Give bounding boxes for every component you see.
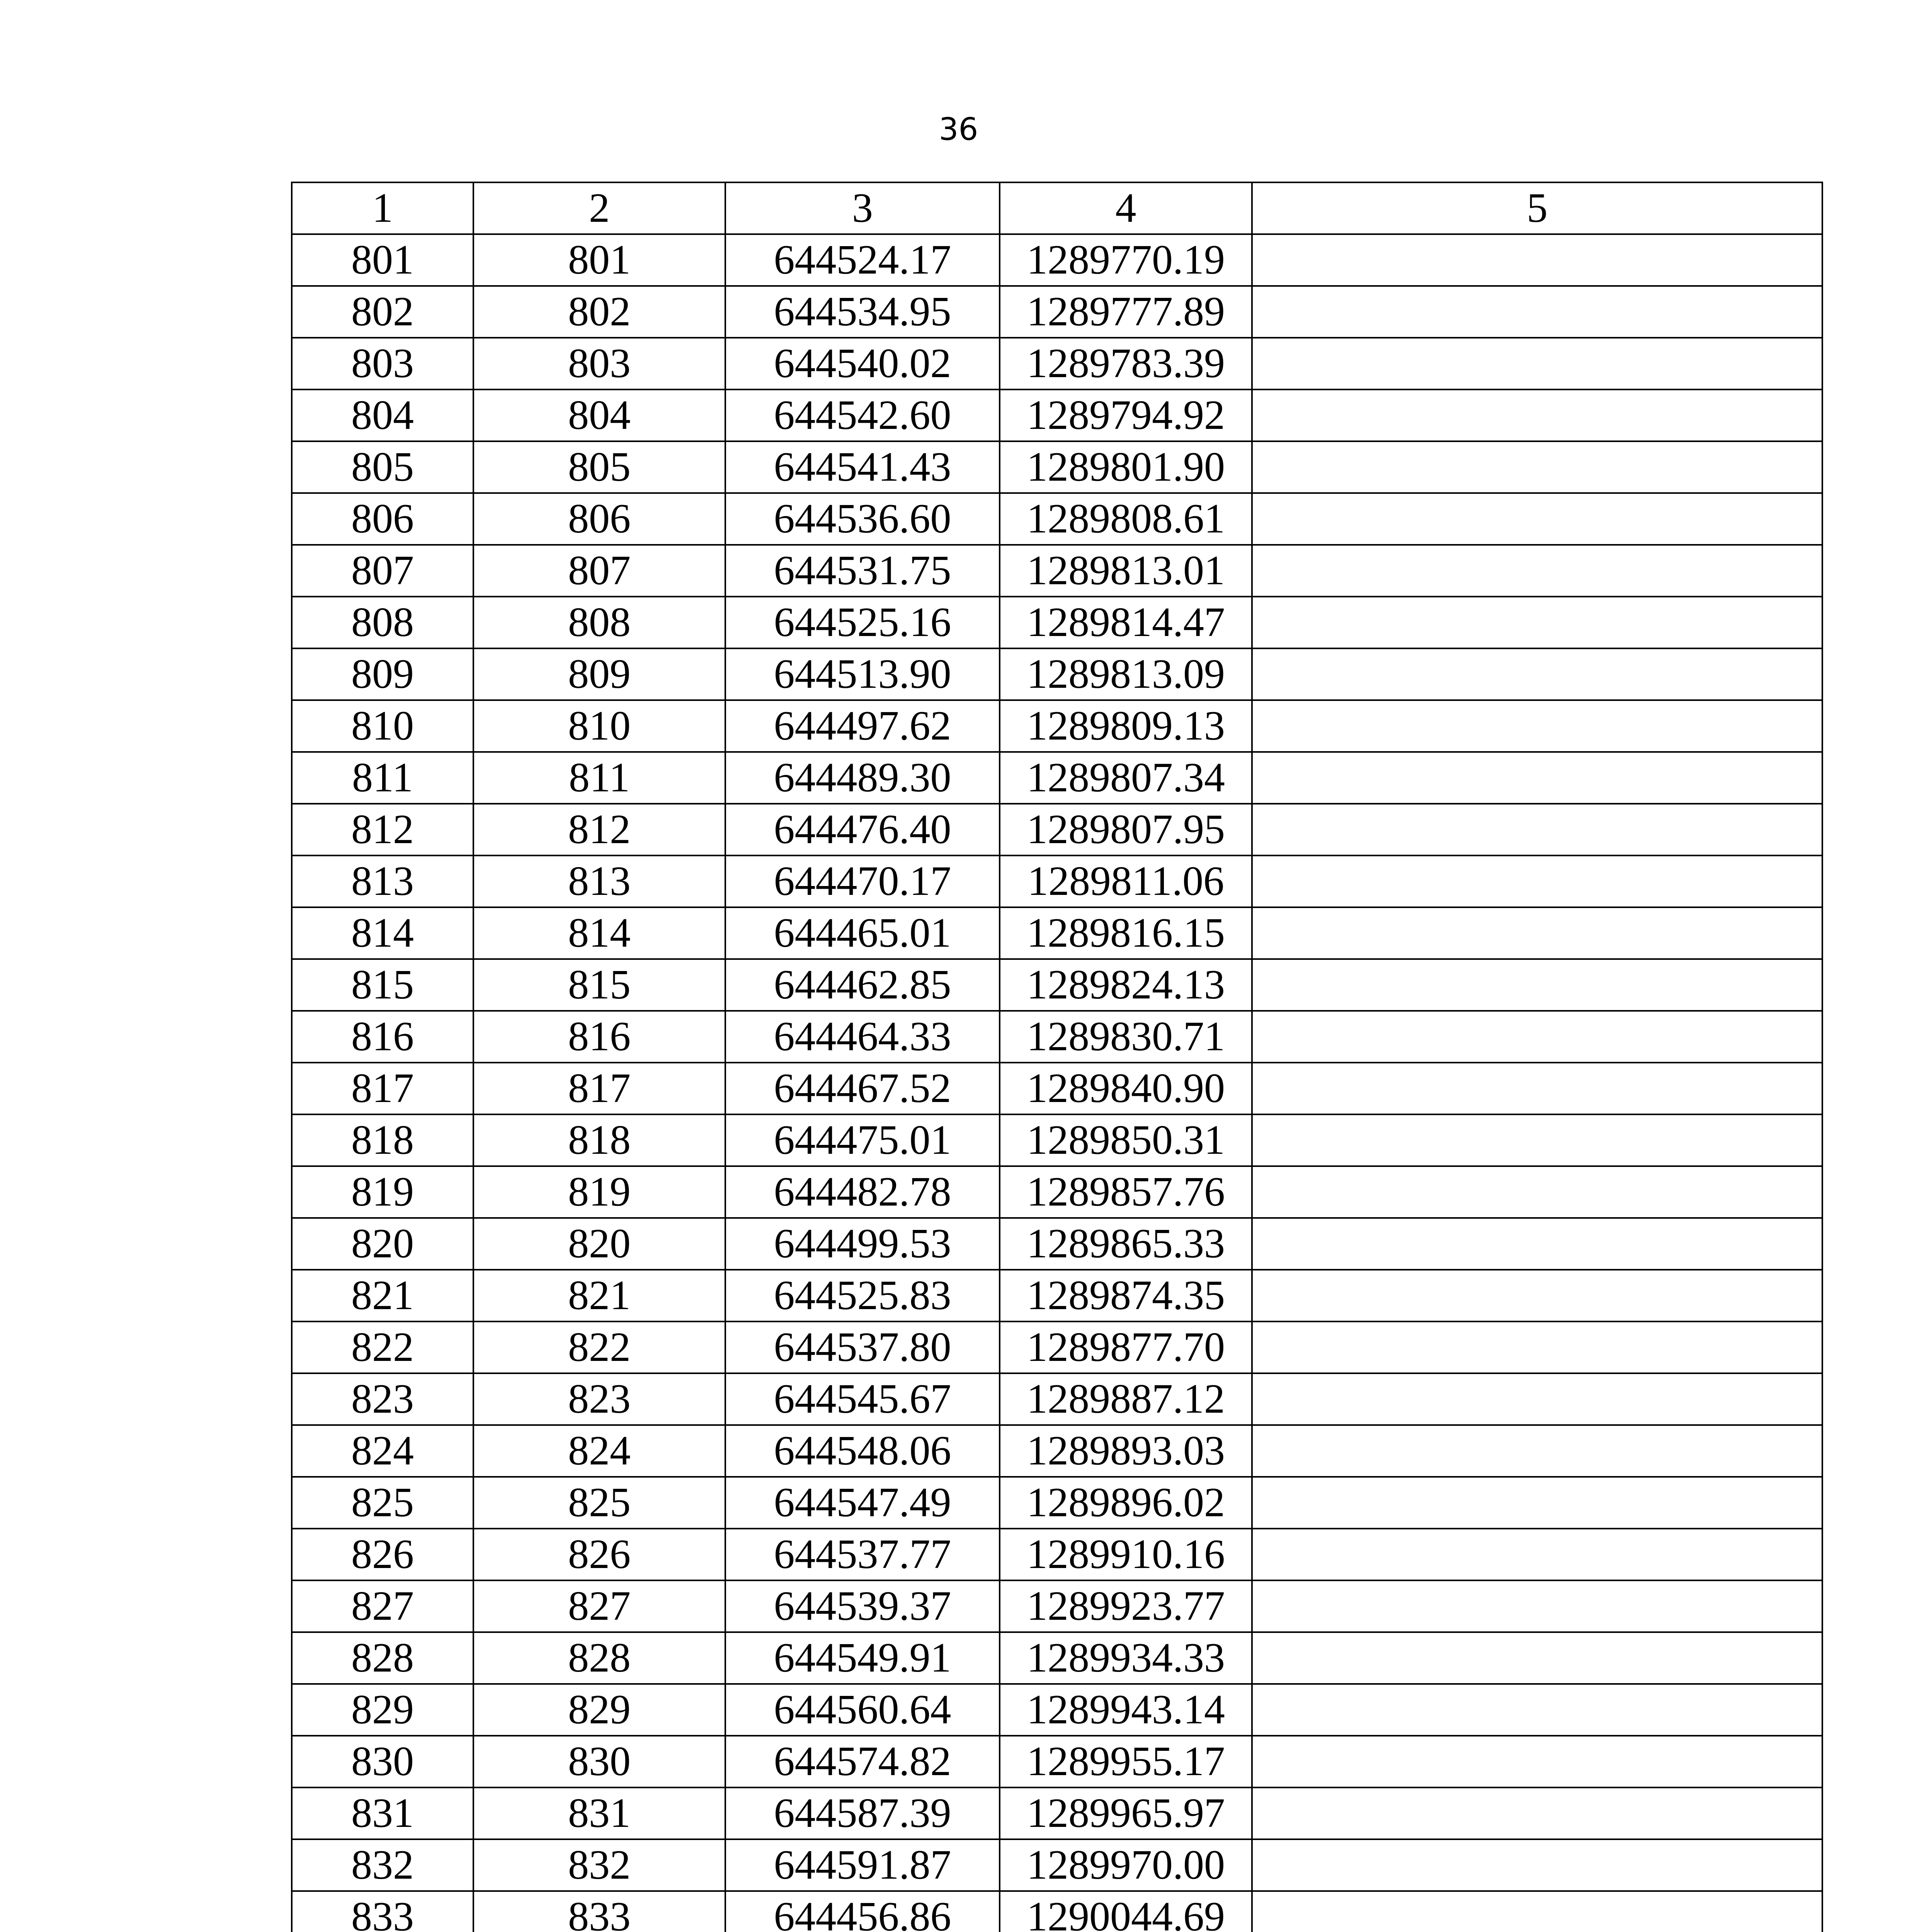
cell-col-4: 1290044.69	[1000, 1891, 1252, 1932]
cell-col-4: 1289807.34	[1000, 752, 1252, 804]
cell-col-2: 813	[473, 855, 725, 907]
cell-col-5	[1252, 1580, 1822, 1632]
cell-col-2: 829	[473, 1684, 725, 1736]
table-row	[292, 1063, 1822, 1114]
cell-col-1: 810	[292, 700, 473, 752]
cell-col-5	[1252, 907, 1822, 959]
table-row	[292, 1580, 1822, 1632]
cell-col-5	[1252, 389, 1822, 441]
cell-col-3: 644539.37	[725, 1580, 1000, 1632]
cell-col-3: 644489.30	[725, 752, 1000, 804]
cell-col-1: 830	[292, 1736, 473, 1787]
cell-col-5	[1252, 234, 1822, 286]
cell-col-1: 809	[292, 648, 473, 700]
cell-col-4: 1289934.33	[1000, 1632, 1252, 1684]
cell-col-3: 644541.43	[725, 441, 1000, 493]
cell-col-5	[1252, 700, 1822, 752]
cell-col-4: 1289955.17	[1000, 1736, 1252, 1787]
cell-col-2: 808	[473, 597, 725, 648]
cell-col-1: 825	[292, 1477, 473, 1529]
cell-col-3: 644537.80	[725, 1321, 1000, 1373]
table-row	[292, 338, 1822, 389]
table-row	[292, 1632, 1822, 1684]
table-row	[292, 752, 1822, 804]
table-row	[292, 597, 1822, 648]
cell-col-2: 828	[473, 1632, 725, 1684]
cell-col-3: 644524.17	[725, 234, 1000, 286]
cell-col-4: 1289813.09	[1000, 648, 1252, 700]
cell-col-2: 806	[473, 493, 725, 545]
cell-col-4: 1289824.13	[1000, 959, 1252, 1011]
cell-col-5	[1252, 1684, 1822, 1736]
cell-col-1: 831	[292, 1787, 473, 1839]
header-row	[292, 182, 1822, 234]
cell-col-5	[1252, 1787, 1822, 1839]
cell-col-2: 812	[473, 804, 725, 855]
cell-col-2: 814	[473, 907, 725, 959]
cell-col-1: 805	[292, 441, 473, 493]
cell-col-4: 1289811.06	[1000, 855, 1252, 907]
cell-col-1: 816	[292, 1011, 473, 1063]
cell-col-5	[1252, 1529, 1822, 1580]
cell-col-3: 644462.85	[725, 959, 1000, 1011]
cell-col-2: 831	[473, 1787, 725, 1839]
cell-col-1: 803	[292, 338, 473, 389]
cell-col-2: 830	[473, 1736, 725, 1787]
cell-col-3: 644560.64	[725, 1684, 1000, 1736]
header-cell-col-5: 5	[1252, 182, 1822, 234]
table-row	[292, 1736, 1822, 1787]
cell-col-5	[1252, 1632, 1822, 1684]
header-cell-col-4: 4	[1000, 182, 1252, 234]
cell-col-5	[1252, 1166, 1822, 1218]
page-number: 36	[939, 111, 978, 147]
cell-col-5	[1252, 855, 1822, 907]
cell-col-1: 815	[292, 959, 473, 1011]
cell-col-5	[1252, 959, 1822, 1011]
cell-col-4: 1289813.01	[1000, 545, 1252, 597]
cell-col-3: 644525.16	[725, 597, 1000, 648]
cell-col-3: 644499.53	[725, 1218, 1000, 1270]
cell-col-4: 1289807.95	[1000, 804, 1252, 855]
table-row	[292, 286, 1822, 338]
cell-col-4: 1289896.02	[1000, 1477, 1252, 1529]
table-row	[292, 855, 1822, 907]
cell-col-3: 644465.01	[725, 907, 1000, 959]
table-row	[292, 1477, 1822, 1529]
cell-col-2: 801	[473, 234, 725, 286]
cell-col-4: 1289965.97	[1000, 1787, 1252, 1839]
cell-col-3: 644476.40	[725, 804, 1000, 855]
cell-col-1: 808	[292, 597, 473, 648]
cell-col-2: 819	[473, 1166, 725, 1218]
cell-col-3: 644545.67	[725, 1373, 1000, 1425]
cell-col-5	[1252, 1218, 1822, 1270]
cell-col-3: 644513.90	[725, 648, 1000, 700]
cell-col-1: 818	[292, 1114, 473, 1166]
cell-col-4: 1289893.03	[1000, 1425, 1252, 1477]
cell-col-2: 825	[473, 1477, 725, 1529]
cell-col-3: 644456.86	[725, 1891, 1000, 1932]
cell-col-5	[1252, 1063, 1822, 1114]
cell-col-5	[1252, 1477, 1822, 1529]
cell-col-5	[1252, 1736, 1822, 1787]
cell-col-2: 826	[473, 1529, 725, 1580]
cell-col-5	[1252, 286, 1822, 338]
table-row	[292, 1839, 1822, 1891]
cell-col-4: 1289923.77	[1000, 1580, 1252, 1632]
table-row	[292, 1321, 1822, 1373]
cell-col-2: 804	[473, 389, 725, 441]
cell-col-1: 812	[292, 804, 473, 855]
cell-col-3: 644464.33	[725, 1011, 1000, 1063]
cell-col-2: 815	[473, 959, 725, 1011]
cell-col-1: 823	[292, 1373, 473, 1425]
table-row	[292, 1011, 1822, 1063]
cell-col-1: 822	[292, 1321, 473, 1373]
cell-col-3: 644531.75	[725, 545, 1000, 597]
cell-col-2: 817	[473, 1063, 725, 1114]
cell-col-2: 821	[473, 1270, 725, 1321]
cell-col-3: 644534.95	[725, 286, 1000, 338]
cell-col-3: 644470.17	[725, 855, 1000, 907]
cell-col-1: 833	[292, 1891, 473, 1932]
cell-col-2: 820	[473, 1218, 725, 1270]
cell-col-1: 817	[292, 1063, 473, 1114]
cell-col-3: 644542.60	[725, 389, 1000, 441]
header-cell-col-1: 1	[292, 182, 473, 234]
cell-col-2: 805	[473, 441, 725, 493]
table-row	[292, 907, 1822, 959]
cell-col-4: 1289830.71	[1000, 1011, 1252, 1063]
cell-col-5	[1252, 597, 1822, 648]
cell-col-5	[1252, 1839, 1822, 1891]
cell-col-4: 1289794.92	[1000, 389, 1252, 441]
table-row	[292, 959, 1822, 1011]
table-row	[292, 1891, 1822, 1932]
cell-col-5	[1252, 441, 1822, 493]
cell-col-4: 1289970.00	[1000, 1839, 1252, 1891]
table-row	[292, 648, 1822, 700]
cell-col-4: 1289874.35	[1000, 1270, 1252, 1321]
cell-col-5	[1252, 1011, 1822, 1063]
cell-col-4: 1289777.89	[1000, 286, 1252, 338]
cell-col-2: 818	[473, 1114, 725, 1166]
cell-col-4: 1289840.90	[1000, 1063, 1252, 1114]
cell-col-4: 1289910.16	[1000, 1529, 1252, 1580]
cell-col-4: 1289857.76	[1000, 1166, 1252, 1218]
cell-col-1: 802	[292, 286, 473, 338]
header-cell-col-2: 2	[473, 182, 725, 234]
cell-col-2: 816	[473, 1011, 725, 1063]
table-row	[292, 1373, 1822, 1425]
cell-col-1: 828	[292, 1632, 473, 1684]
cell-col-5	[1252, 545, 1822, 597]
cell-col-1: 824	[292, 1425, 473, 1477]
cell-col-1: 832	[292, 1839, 473, 1891]
table-row	[292, 1529, 1822, 1580]
cell-col-3: 644525.83	[725, 1270, 1000, 1321]
table-row	[292, 1218, 1822, 1270]
cell-col-3: 644536.60	[725, 493, 1000, 545]
cell-col-4: 1289877.70	[1000, 1321, 1252, 1373]
cell-col-3: 644540.02	[725, 338, 1000, 389]
cell-col-5	[1252, 804, 1822, 855]
cell-col-3: 644482.78	[725, 1166, 1000, 1218]
cell-col-5	[1252, 1321, 1822, 1373]
cell-col-1: 801	[292, 234, 473, 286]
cell-col-4: 1289943.14	[1000, 1684, 1252, 1736]
cell-col-1: 819	[292, 1166, 473, 1218]
cell-col-1: 826	[292, 1529, 473, 1580]
coordinates-table	[291, 182, 1823, 1932]
cell-col-4: 1289865.33	[1000, 1218, 1252, 1270]
table-row	[292, 441, 1822, 493]
cell-col-1: 811	[292, 752, 473, 804]
cell-col-1: 814	[292, 907, 473, 959]
cell-col-2: 807	[473, 545, 725, 597]
cell-col-3: 644467.52	[725, 1063, 1000, 1114]
cell-col-1: 813	[292, 855, 473, 907]
cell-col-3: 644547.49	[725, 1477, 1000, 1529]
table-row	[292, 804, 1822, 855]
cell-col-3: 644549.91	[725, 1632, 1000, 1684]
cell-col-2: 823	[473, 1373, 725, 1425]
cell-col-1: 821	[292, 1270, 473, 1321]
cell-col-2: 803	[473, 338, 725, 389]
cell-col-4: 1289850.31	[1000, 1114, 1252, 1166]
table-body	[292, 182, 1822, 1932]
cell-col-4: 1289814.47	[1000, 597, 1252, 648]
cell-col-1: 827	[292, 1580, 473, 1632]
cell-col-4: 1289770.19	[1000, 234, 1252, 286]
cell-col-4: 1289801.90	[1000, 441, 1252, 493]
cell-col-4: 1289808.61	[1000, 493, 1252, 545]
cell-col-2: 832	[473, 1839, 725, 1891]
cell-col-5	[1252, 648, 1822, 700]
cell-col-2: 822	[473, 1321, 725, 1373]
cell-col-1: 806	[292, 493, 473, 545]
cell-col-3: 644537.77	[725, 1529, 1000, 1580]
cell-col-5	[1252, 1425, 1822, 1477]
cell-col-5	[1252, 1373, 1822, 1425]
cell-col-1: 804	[292, 389, 473, 441]
table-row	[292, 389, 1822, 441]
table-row	[292, 1684, 1822, 1736]
table-row	[292, 493, 1822, 545]
cell-col-3: 644574.82	[725, 1736, 1000, 1787]
cell-col-1: 807	[292, 545, 473, 597]
cell-col-3: 644587.39	[725, 1787, 1000, 1839]
cell-col-2: 809	[473, 648, 725, 700]
table-row	[292, 1114, 1822, 1166]
cell-col-5	[1252, 1891, 1822, 1932]
table-row	[292, 1425, 1822, 1477]
table-row	[292, 700, 1822, 752]
cell-col-2: 824	[473, 1425, 725, 1477]
cell-col-2: 827	[473, 1580, 725, 1632]
cell-col-3: 644591.87	[725, 1839, 1000, 1891]
cell-col-4: 1289887.12	[1000, 1373, 1252, 1425]
table-row	[292, 545, 1822, 597]
cell-col-4: 1289809.13	[1000, 700, 1252, 752]
cell-col-2: 802	[473, 286, 725, 338]
cell-col-5	[1252, 1270, 1822, 1321]
cell-col-1: 820	[292, 1218, 473, 1270]
table-row	[292, 1166, 1822, 1218]
table-row	[292, 1270, 1822, 1321]
cell-col-3: 644497.62	[725, 700, 1000, 752]
table-row	[292, 1787, 1822, 1839]
header-cell-col-3: 3	[725, 182, 1000, 234]
cell-col-5	[1252, 493, 1822, 545]
cell-col-2: 811	[473, 752, 725, 804]
cell-col-2: 810	[473, 700, 725, 752]
cell-col-4: 1289783.39	[1000, 338, 1252, 389]
cell-col-5	[1252, 752, 1822, 804]
cell-col-2: 833	[473, 1891, 725, 1932]
cell-col-3: 644475.01	[725, 1114, 1000, 1166]
table-row	[292, 234, 1822, 286]
cell-col-5	[1252, 338, 1822, 389]
cell-col-5	[1252, 1114, 1822, 1166]
cell-col-1: 829	[292, 1684, 473, 1736]
cell-col-4: 1289816.15	[1000, 907, 1252, 959]
cell-col-3: 644548.06	[725, 1425, 1000, 1477]
